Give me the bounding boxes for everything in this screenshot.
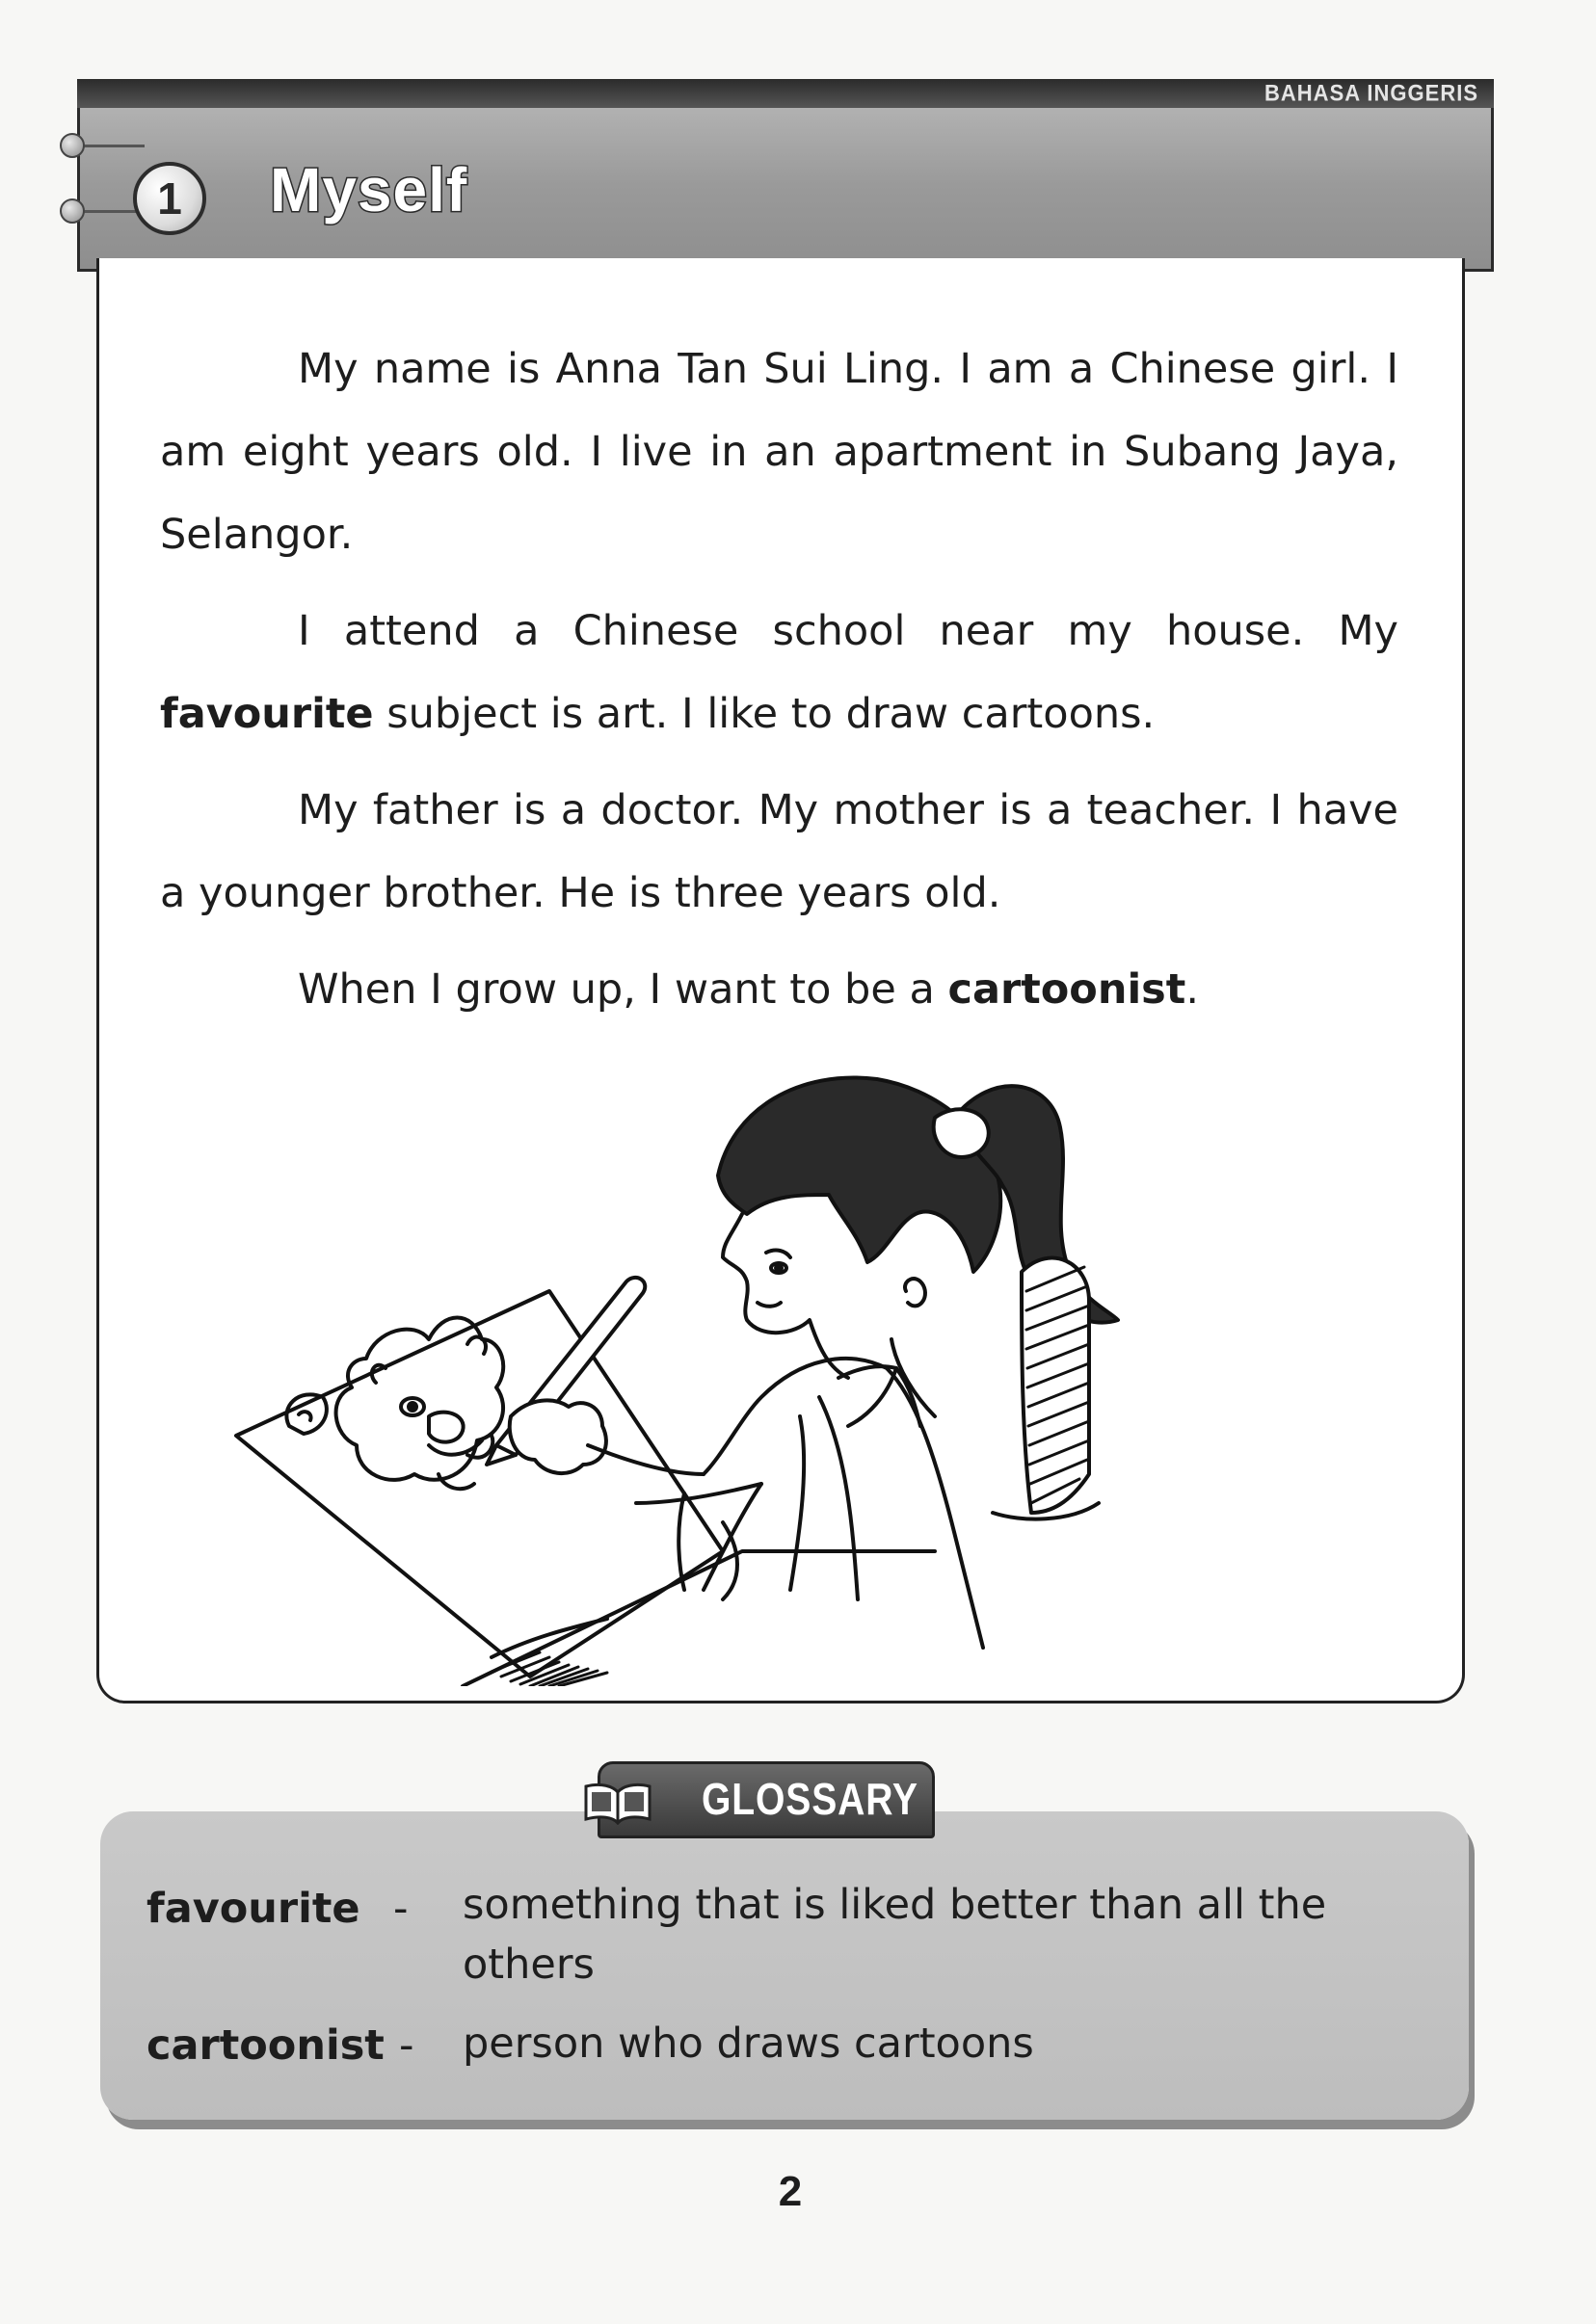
girl-drawing-illustration (222, 1050, 1359, 1686)
glossary-term: cartoonist (146, 2021, 385, 2070)
glossary-dash: - (399, 2021, 414, 2070)
chair-back (1022, 1258, 1089, 1513)
glossary-heading: GLOSSARY (702, 1774, 918, 1824)
reading-passage (160, 328, 1398, 1044)
binder-ring-icon (60, 198, 85, 224)
paragraph-1 (160, 328, 1398, 576)
glossary-term: favourite (146, 1885, 360, 1933)
glossary-dash: - (393, 1885, 409, 1933)
glossary-definition-line: something that is liked better than all the (463, 1881, 1327, 1929)
glossary-definition-cartoonist (463, 2014, 1446, 2073)
paragraph-1-text: My name is Anna Tan Sui Ling. I am a Chinese girl. I am eight years old. I live in an apartment in Subang Jaya, Selangor. (160, 345, 1398, 559)
girl-hair (718, 1077, 1000, 1272)
page-number: 2 (778, 2168, 803, 2215)
page-title: Myself (270, 155, 468, 224)
glossary-definition-line: person who draws cartoons (463, 2020, 1034, 2068)
paragraph-2 (160, 590, 1398, 755)
glossary-definition-line: others (463, 1941, 595, 1989)
unit-number-badge: 1 (133, 162, 206, 235)
paragraph-2-text: I attend a Chinese school near my house. My (298, 607, 1398, 655)
paragraph-4-text-end: . (1185, 965, 1200, 1014)
girl-face (723, 1214, 848, 1378)
keyword-favourite: favourite (160, 690, 374, 738)
paragraph-3 (160, 769, 1398, 935)
open-book-icon (582, 1779, 653, 1825)
glossary-term-cartoonist (146, 2016, 385, 2075)
paragraph-4 (160, 948, 1398, 1031)
glossary-definition-favourite (463, 1875, 1446, 1994)
keyword-cartoonist: cartoonist (947, 965, 1186, 1014)
paper-sheet (236, 1291, 723, 1677)
paragraph-2-text-end: subject is art. I like to draw cartoons. (373, 690, 1156, 738)
binder-ring-icon (60, 133, 85, 158)
paragraph-3-text: My father is a doctor. My mother is a teacher. I have a younger brother. He is three years old. (160, 786, 1398, 917)
paragraph-4-text: When I grow up, I want to be a (298, 965, 948, 1014)
glossary-term-favourite (146, 1879, 360, 1939)
subject-label: BAHASA INGGERIS (1264, 79, 1478, 107)
